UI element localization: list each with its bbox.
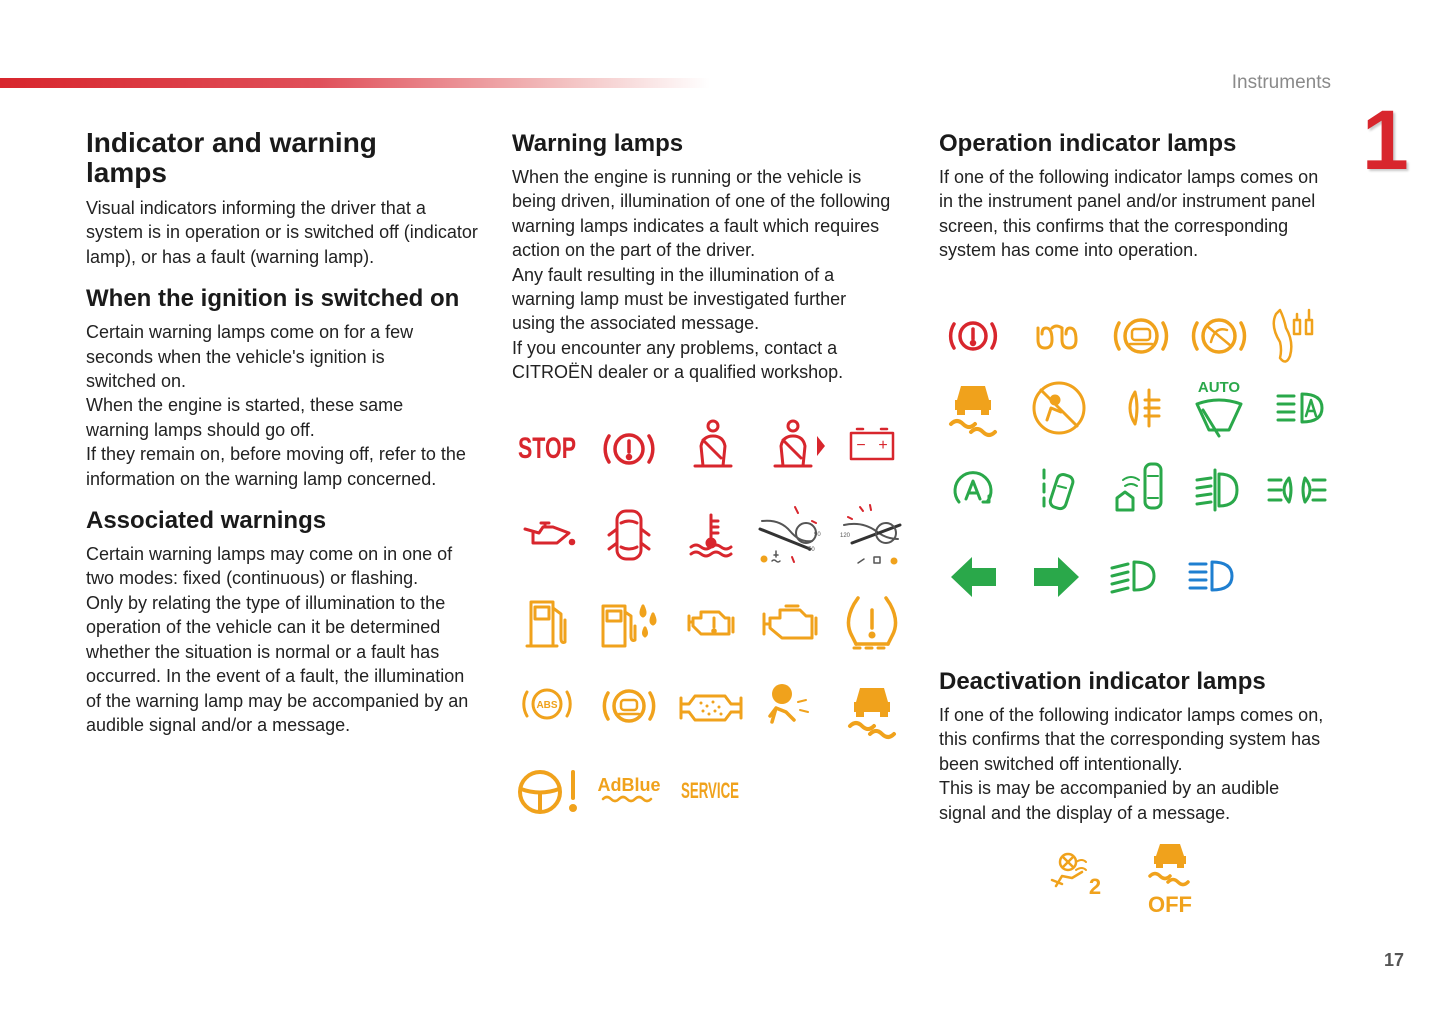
associated-text-1: Certain warning lamps may come on in one of two modes: fixed (continuous) or flashing. <box>86 544 453 589</box>
brake-warning-icon <box>605 435 653 463</box>
associated-text-2: Only by relating the type of illumination to the operation of the vehicle can it be determined whether the situation is normal or a fault has occurred. In the event of a fault, the illumination of the warning lamp may be accompanied by an audible signal and/or a message. <box>86 592 469 735</box>
auto-main-beam-icon <box>1278 394 1322 422</box>
engine-autodiagnosis-icon <box>689 612 733 634</box>
warning-text-3: If you encounter any problems, contact a CITROËN dealer or a qualified workshop. <box>512 337 844 383</box>
oil-pressure-icon <box>525 523 574 544</box>
power-steering-icon <box>520 772 575 812</box>
left-indicator-icon <box>951 557 996 597</box>
intro-text: Visual indicators informing the driver that a system is in operation or is switched off (indicator lamp), or has a fault (warning lamp). <box>86 198 478 267</box>
stop-icon: STOP <box>518 432 576 465</box>
coolant-gauge-2-icon <box>844 505 900 565</box>
page-number: 17 <box>1383 950 1404 970</box>
gauge-2-tick-label: 120 <box>840 533 851 539</box>
gauge-tick-label-2: 50 <box>808 547 815 553</box>
stability-off-label: OFF <box>1148 892 1192 917</box>
particle-filter-icon <box>681 696 741 720</box>
ignition-text-1: Certain warning lamps come on for a few seconds when the vehicle's ignition is switched on. <box>86 322 414 392</box>
seatbelt-icon <box>695 421 731 466</box>
dsc-active-icon <box>951 386 995 435</box>
adblue-icon: AdBlue <box>597 775 661 795</box>
sidelamps-icon <box>1269 478 1325 502</box>
stop-start-icon <box>955 473 991 502</box>
stability-control-icon <box>850 688 894 737</box>
operation-text: If one of the following indicator lamps comes on in the instrument panel and/or instrument panel screen, this confirms that the corresponding system has come into operation. <box>939 167 1319 261</box>
tyre-pressure-icon <box>848 598 895 648</box>
warning-text-2: Any fault resulting in the illumination of a warning lamp must be investigated further using the associated message. <box>512 264 847 334</box>
battery-minus-label: − <box>856 437 866 454</box>
stability-control-off-icon <box>1150 844 1188 885</box>
chapter-number: 1 <box>1362 93 1409 187</box>
abs-label: ABS <box>536 700 558 711</box>
airbag-icon <box>770 684 808 722</box>
coolant-gauge-icon <box>760 507 816 563</box>
deactivation-text-2: This is may be accompanied by an audible signal and the display of a message. <box>939 778 1280 823</box>
page-title: Indicator and warning lamps <box>86 127 377 188</box>
auto-wiper-label: AUTO <box>1197 379 1241 396</box>
parking-brake-icon <box>951 323 996 349</box>
gauge-tick-label-1: 90 <box>814 532 821 538</box>
passenger-airbag-off-icon <box>1034 383 1084 433</box>
fuel-low-icon <box>527 602 565 646</box>
coolant-temperature-icon <box>691 515 731 556</box>
braking-system-icon <box>604 691 653 721</box>
door-open-icon <box>609 511 649 559</box>
rear-foglamp-icon <box>1130 390 1159 426</box>
right-indicator-icon <box>1034 557 1079 597</box>
parking-sensor-icon <box>1117 464 1161 510</box>
battery-plus-label: + <box>878 437 888 454</box>
dipped-beam-icon <box>1112 562 1154 592</box>
passenger-airbag-2-label: 2 <box>1088 874 1102 899</box>
main-beam-icon <box>1190 562 1232 590</box>
seatbelt-rear-icon <box>775 421 825 466</box>
warning-text-1: When the engine is running or the vehicle is being driven, illumination of one of the following warning lamps indicates a fault which requires action on the part of the driver. <box>512 167 891 261</box>
ignition-text-3: If they remain on, before moving off, refer to the information on the warning lamp concerned. <box>86 444 466 489</box>
adblue-wave <box>603 797 651 801</box>
clutch-pedal-icon <box>1274 310 1312 362</box>
blind-spot-icon <box>1044 470 1074 510</box>
engine-management-icon <box>764 606 816 638</box>
auto-wiper-icon <box>1197 400 1241 436</box>
passenger-airbag-deactivated-icon <box>1052 854 1086 886</box>
service-icon: SERVICE <box>681 778 739 803</box>
deactivation-heading: Deactivation indicator lamps <box>939 668 1266 695</box>
ignition-heading: When the ignition is switched on <box>86 285 460 313</box>
operation-lamps-heading: Operation indicator lamps <box>939 130 1237 157</box>
ignition-text-2: When the engine is started, these same warning lamps should go off. <box>86 395 404 440</box>
section-label: Instruments <box>1231 72 1331 93</box>
preheating-icon <box>1038 326 1076 348</box>
hill-start-assist-icon <box>1116 320 1167 352</box>
fuel-circuit-icon <box>603 606 655 646</box>
associated-warnings-heading: Associated warnings <box>86 507 327 535</box>
brake-pedal-icon <box>1194 320 1245 352</box>
warning-lamps-heading: Warning lamps <box>512 130 684 157</box>
front-foglamp-icon <box>1197 470 1237 510</box>
deactivation-text-1: If one of the following indicator lamps comes on, this confirms that the corresponding system has been switched off intentionally. <box>939 705 1324 774</box>
